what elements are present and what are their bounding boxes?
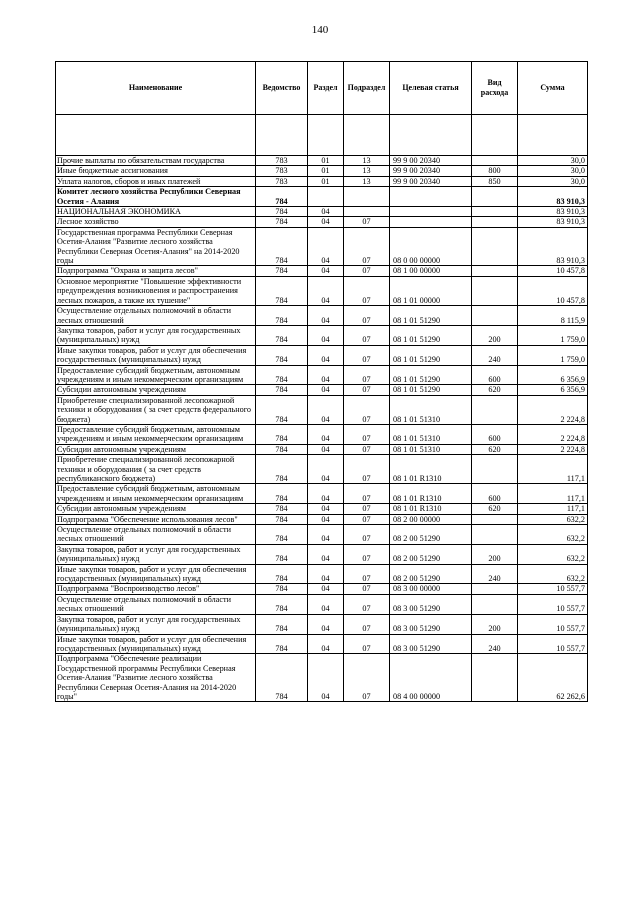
cell-amount: 62 262,6 [518, 654, 588, 702]
cell-target-article: 08 1 01 51310 [390, 444, 472, 454]
cell-section: 04 [308, 455, 344, 484]
cell-name: Закупка товаров, работ и услуг для государственных (муниципальных) нужд [56, 325, 256, 345]
header-department: Ведомство [256, 62, 308, 115]
cell-department: 784 [256, 345, 308, 365]
cell-department: 784 [256, 395, 308, 424]
cell-department: 784 [256, 484, 308, 504]
cell-expense-type [472, 514, 518, 524]
cell-subsection: 07 [344, 525, 390, 545]
cell-expense-type: 200 [472, 614, 518, 634]
cell-name: Предоставление субсидий бюджетным, автономным учреждениям и иным некоммерческим организациям [56, 424, 256, 444]
cell-name: Субсидии автономным учреждениям [56, 385, 256, 395]
budget-table [55, 61, 588, 702]
cell-name: Иные закупки товаров, работ и услуг для обеспечения государственных (муниципальных) нужд [56, 345, 256, 365]
cell-subsection: 07 [344, 544, 390, 564]
cell-subsection: 13 [344, 166, 390, 176]
cell-expense-type [472, 584, 518, 594]
cell-expense-type: 240 [472, 564, 518, 584]
cell-subsection: 07 [344, 634, 390, 654]
cell-target-article: 08 0 00 00000 [390, 227, 472, 266]
cell-amount: 2 224,8 [518, 444, 588, 454]
cell-amount: 6 356,9 [518, 385, 588, 395]
cell-expense-type [472, 207, 518, 217]
cell-expense-type [472, 525, 518, 545]
cell-amount: 83 910,3 [518, 217, 588, 227]
cell-amount: 10 457,8 [518, 276, 588, 305]
cell-amount: 632,2 [518, 525, 588, 545]
table-row [56, 166, 588, 176]
cell-section: 04 [308, 614, 344, 634]
table-row [56, 345, 588, 365]
table-row [56, 654, 588, 702]
cell-expense-type [472, 306, 518, 326]
table-row [56, 176, 588, 186]
table-row [56, 634, 588, 654]
cell-name: Иные закупки товаров, работ и услуг для обеспечения государственных (муниципальных) нужд [56, 634, 256, 654]
table-row [56, 325, 588, 345]
cell-amount: 83 910,3 [518, 227, 588, 266]
cell-target-article: 08 1 01 R1310 [390, 484, 472, 504]
cell-target-article: 08 1 01 51310 [390, 424, 472, 444]
cell-amount: 1 759,0 [518, 325, 588, 345]
cell-section: 04 [308, 207, 344, 217]
table-row [56, 484, 588, 504]
cell-target-article: 08 1 01 51290 [390, 325, 472, 345]
table-body [56, 115, 588, 702]
table-row [56, 385, 588, 395]
cell-subsection: 07 [344, 395, 390, 424]
cell-section: 04 [308, 266, 344, 276]
cell-expense-type [472, 395, 518, 424]
cell-expense-type: 850 [472, 176, 518, 186]
cell-section: 04 [308, 564, 344, 584]
cell-amount: 10 557,7 [518, 634, 588, 654]
cell-amount: 30,0 [518, 176, 588, 186]
cell-section: 01 [308, 156, 344, 166]
cell-expense-type [472, 156, 518, 166]
cell-subsection: 07 [344, 484, 390, 504]
cell-expense-type: 200 [472, 544, 518, 564]
cell-department: 784 [256, 424, 308, 444]
cell-name: НАЦИОНАЛЬНАЯ ЭКОНОМИКА [56, 207, 256, 217]
cell-department: 784 [256, 444, 308, 454]
cell-amount: 117,1 [518, 504, 588, 514]
cell-subsection: 07 [344, 504, 390, 514]
cell-target-article: 99 9 00 20340 [390, 176, 472, 186]
cell-name: Субсидии автономным учреждениям [56, 504, 256, 514]
cell-expense-type [472, 654, 518, 702]
header-name: Наименование [56, 62, 256, 115]
cell-name: Осуществление отдельных полномочий в области лесных отношений [56, 306, 256, 326]
cell-department: 784 [256, 217, 308, 227]
cell-target-article: 08 3 00 51290 [390, 594, 472, 614]
cell-expense-type [472, 594, 518, 614]
cell-name: Комитет лесного хозяйства Республики Северная Осетия - Алания [56, 187, 256, 207]
cell-department: 784 [256, 325, 308, 345]
header-target-article: Целевая статья [390, 62, 472, 115]
cell-section: 04 [308, 227, 344, 266]
cell-section: 04 [308, 424, 344, 444]
cell-section: 01 [308, 176, 344, 186]
cell-amount: 8 115,9 [518, 306, 588, 326]
cell-amount: 10 557,7 [518, 614, 588, 634]
cell-department: 784 [256, 634, 308, 654]
cell-amount: 632,2 [518, 514, 588, 524]
cell-section: 04 [308, 525, 344, 545]
cell-section: 04 [308, 544, 344, 564]
cell-subsection: 07 [344, 594, 390, 614]
cell-subsection: 07 [344, 654, 390, 702]
header-expense-type: Вид расхода [472, 62, 518, 115]
cell-target-article: 08 1 01 51290 [390, 365, 472, 385]
cell-expense-type [472, 217, 518, 227]
cell-amount: 30,0 [518, 166, 588, 176]
cell-name: Предоставление субсидий бюджетным, автономным учреждениям и иным некоммерческим организациям [56, 484, 256, 504]
cell-name: Подпрограмма "Обеспечение реализации Государственной программы Республики Северная Осетия-Алания "Развитие лесного хозяйства Республики Северная Осетия-Алания на 2014-2020 годы" [56, 654, 256, 702]
cell-name: Основное мероприятие "Повышение эффективности предупреждения возникновения и распространения лесных пожаров, а также их тушение" [56, 276, 256, 305]
cell-subsection: 07 [344, 276, 390, 305]
cell-name: Подпрограмма "Обеспечение использования лесов" [56, 514, 256, 524]
cell-department: 783 [256, 176, 308, 186]
cell-name: Подпрограмма "Воспроизводство лесов" [56, 584, 256, 594]
cell-department: 784 [256, 544, 308, 564]
cell-amount: 10 557,7 [518, 594, 588, 614]
table-row [56, 525, 588, 545]
table-row [56, 455, 588, 484]
cell-subsection: 07 [344, 455, 390, 484]
cell-section: 04 [308, 325, 344, 345]
cell-target-article: 08 1 01 R1310 [390, 455, 472, 484]
cell-amount: 632,2 [518, 564, 588, 584]
cell-target-article: 08 3 00 51290 [390, 634, 472, 654]
cell-target-article: 08 2 00 51290 [390, 525, 472, 545]
cell-section [308, 187, 344, 207]
cell-target-article: 99 9 00 20340 [390, 156, 472, 166]
cell-amount: 30,0 [518, 156, 588, 166]
cell-subsection: 07 [344, 584, 390, 594]
cell-subsection: 07 [344, 227, 390, 266]
table-row [56, 594, 588, 614]
table-row [56, 217, 588, 227]
cell-amount: 117,1 [518, 455, 588, 484]
cell-target-article: 08 3 00 00000 [390, 584, 472, 594]
cell-target-article: 99 9 00 20340 [390, 166, 472, 176]
cell-department: 784 [256, 365, 308, 385]
cell-subsection: 07 [344, 444, 390, 454]
cell-department: 784 [256, 614, 308, 634]
cell-section: 04 [308, 444, 344, 454]
cell-target-article: 08 2 00 51290 [390, 544, 472, 564]
cell-section: 04 [308, 584, 344, 594]
cell-name: Государственная программа Республики Северная Осетия-Алания "Развитие лесного хозяйства Республики Северная Осетия-Алания" на 2014-2020 годы [56, 227, 256, 266]
cell-section: 04 [308, 345, 344, 365]
cell-amount: 10 557,7 [518, 584, 588, 594]
cell-amount: 10 457,8 [518, 266, 588, 276]
cell-department: 783 [256, 156, 308, 166]
cell-subsection: 07 [344, 564, 390, 584]
table-row [56, 266, 588, 276]
cell-subsection: 07 [344, 514, 390, 524]
cell-expense-type: 600 [472, 365, 518, 385]
cell-subsection: 07 [344, 614, 390, 634]
cell-section: 04 [308, 306, 344, 326]
cell-name: Прочие выплаты по обязательствам государства [56, 156, 256, 166]
cell-subsection: 07 [344, 424, 390, 444]
cell-section: 04 [308, 654, 344, 702]
cell-expense-type: 240 [472, 634, 518, 654]
table-row [56, 156, 588, 166]
cell-amount: 83 910,3 [518, 187, 588, 207]
cell-name: Иные бюджетные ассигнования [56, 166, 256, 176]
cell-name: Уплата налогов, сборов и иных платежей [56, 176, 256, 186]
cell-department: 784 [256, 584, 308, 594]
cell-subsection [344, 207, 390, 217]
cell-name: Осуществление отдельных полномочий в области лесных отношений [56, 594, 256, 614]
cell-expense-type: 200 [472, 325, 518, 345]
cell-name: Иные закупки товаров, работ и услуг для обеспечения государственных (муниципальных) нужд [56, 564, 256, 584]
cell-department: 784 [256, 227, 308, 266]
cell-subsection: 13 [344, 156, 390, 166]
table-row [56, 276, 588, 305]
cell-target-article: 08 1 01 51290 [390, 385, 472, 395]
cell-name: Закупка товаров, работ и услуг для государственных (муниципальных) нужд [56, 544, 256, 564]
table-row [56, 564, 588, 584]
cell-expense-type: 620 [472, 385, 518, 395]
cell-amount: 2 224,8 [518, 424, 588, 444]
table-row [56, 395, 588, 424]
cell-section: 01 [308, 166, 344, 176]
header-section: Раздел [308, 62, 344, 115]
cell-section: 04 [308, 276, 344, 305]
table-row [56, 614, 588, 634]
cell-department: 784 [256, 306, 308, 326]
cell-name: Субсидии автономным учреждениям [56, 444, 256, 454]
cell-department: 784 [256, 276, 308, 305]
cell-expense-type [472, 266, 518, 276]
cell-section: 04 [308, 634, 344, 654]
cell-name: Приобретение специализированной лесопожарной техники и оборудования ( за счет средств федерального бюджета) [56, 395, 256, 424]
cell-target-article: 08 1 01 51290 [390, 306, 472, 326]
table-row [56, 444, 588, 454]
cell-department: 784 [256, 564, 308, 584]
cell-target-article: 08 1 01 51290 [390, 345, 472, 365]
cell-subsection: 13 [344, 176, 390, 186]
cell-name: Предоставление субсидий бюджетным, автономным учреждениям и иным некоммерческим организациям [56, 365, 256, 385]
cell-target-article: 08 1 01 51310 [390, 395, 472, 424]
cell-department: 784 [256, 504, 308, 514]
cell-department: 784 [256, 385, 308, 395]
cell-amount: 6 356,9 [518, 365, 588, 385]
cell-subsection: 07 [344, 345, 390, 365]
cell-target-article: 08 2 00 00000 [390, 514, 472, 524]
cell-subsection: 07 [344, 365, 390, 385]
cell-expense-type: 620 [472, 504, 518, 514]
cell-expense-type: 600 [472, 424, 518, 444]
cell-name: Лесное хозяйство [56, 217, 256, 227]
cell-amount: 2 224,8 [518, 395, 588, 424]
cell-subsection: 07 [344, 385, 390, 395]
cell-amount: 1 759,0 [518, 345, 588, 365]
table-row [56, 306, 588, 326]
cell-expense-type [472, 455, 518, 484]
cell-expense-type: 800 [472, 166, 518, 176]
cell-section: 04 [308, 395, 344, 424]
cell-expense-type [472, 276, 518, 305]
cell-target-article [390, 187, 472, 207]
table-row [56, 227, 588, 266]
cell-name: Закупка товаров, работ и услуг для государственных (муниципальных) нужд [56, 614, 256, 634]
cell-amount: 117,1 [518, 484, 588, 504]
cell-amount: 83 910,3 [518, 207, 588, 217]
table-header-row [56, 62, 588, 115]
cell-section: 04 [308, 217, 344, 227]
cell-target-article: 08 1 01 00000 [390, 276, 472, 305]
cell-expense-type [472, 227, 518, 266]
cell-expense-type: 240 [472, 345, 518, 365]
header-subsection: Подраздел [344, 62, 390, 115]
cell-target-article [390, 217, 472, 227]
cell-target-article: 08 4 00 00000 [390, 654, 472, 702]
page-number: 140 [311, 24, 329, 36]
table-row [56, 424, 588, 444]
cell-target-article [390, 207, 472, 217]
cell-section: 04 [308, 594, 344, 614]
cell-subsection: 07 [344, 266, 390, 276]
cell-department: 784 [256, 514, 308, 524]
cell-subsection: 07 [344, 306, 390, 326]
cell-department: 784 [256, 594, 308, 614]
cell-department: 784 [256, 525, 308, 545]
cell-target-article: 08 2 00 51290 [390, 564, 472, 584]
cell-name: Подпрограмма "Охрана и защита лесов" [56, 266, 256, 276]
cell-section: 04 [308, 484, 344, 504]
cell-department: 784 [256, 455, 308, 484]
cell-department: 784 [256, 654, 308, 702]
cell-department: 784 [256, 207, 308, 217]
cell-subsection [344, 187, 390, 207]
cell-section: 04 [308, 514, 344, 524]
table-row [56, 187, 588, 207]
cell-department: 784 [256, 266, 308, 276]
cell-amount: 632,2 [518, 544, 588, 564]
table-row [56, 365, 588, 385]
table-row [56, 584, 588, 594]
cell-name: Осуществление отдельных полномочий в области лесных отношений [56, 525, 256, 545]
cell-section: 04 [308, 365, 344, 385]
cell-target-article: 08 1 01 R1310 [390, 504, 472, 514]
table-gap-row [56, 115, 588, 156]
cell-subsection: 07 [344, 325, 390, 345]
cell-department: 784 [256, 187, 308, 207]
table-row [56, 514, 588, 524]
table-row [56, 544, 588, 564]
cell-section: 04 [308, 504, 344, 514]
cell-expense-type: 620 [472, 444, 518, 454]
cell-target-article: 08 3 00 51290 [390, 614, 472, 634]
cell-expense-type [472, 187, 518, 207]
cell-target-article: 08 1 00 00000 [390, 266, 472, 276]
table-row [56, 504, 588, 514]
cell-expense-type: 600 [472, 484, 518, 504]
table-row [56, 207, 588, 217]
cell-department: 783 [256, 166, 308, 176]
cell-section: 04 [308, 385, 344, 395]
cell-name: Приобретение специализированной лесопожарной техники и оборудования ( за счет средств республиканского бюджета) [56, 455, 256, 484]
cell-subsection: 07 [344, 217, 390, 227]
header-amount: Сумма [518, 62, 588, 115]
